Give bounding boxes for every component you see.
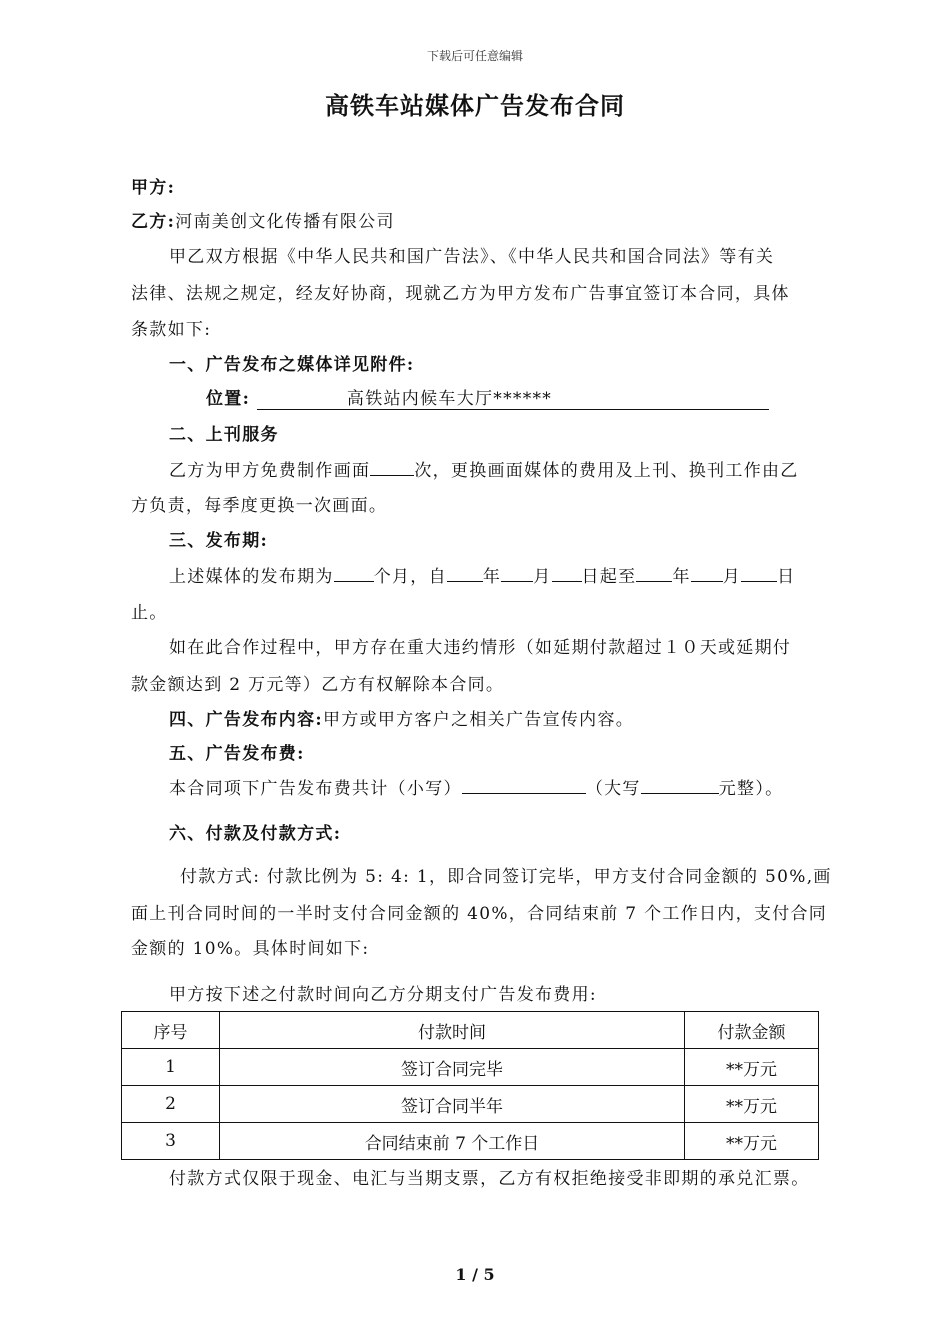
table-row bbox=[122, 1049, 819, 1086]
section2-heading: 二、上刊服务 bbox=[169, 425, 279, 445]
page-number: 1 / 5 bbox=[455, 1265, 495, 1284]
payment-method-line-2: 面上刊合同时间的一半时支付合同金额的 40%，合同结束前 7 个工作日内，支付合同 bbox=[131, 904, 828, 924]
start-year-label: 年 bbox=[482, 567, 502, 587]
end-day-blank bbox=[741, 564, 777, 582]
section2-text-a: 乙方为甲方免费制作画面 bbox=[169, 461, 371, 481]
row-index: 2 bbox=[122, 1086, 220, 1123]
period-text-a: 上述媒体的发布期为 bbox=[169, 567, 334, 587]
section5-fee-line bbox=[169, 774, 783, 799]
fee-uppercase-blank bbox=[641, 776, 719, 794]
section4-heading: 四、广告发布内容: bbox=[169, 710, 323, 730]
period-text-b: 个月，自 bbox=[373, 567, 447, 587]
row-index: 3 bbox=[122, 1123, 220, 1160]
row-payment-time: 签订合同半年 bbox=[220, 1086, 685, 1123]
location-value: 高铁站内候车大厅****** bbox=[257, 384, 769, 410]
payment-method-line-3: 金额的 10%。具体时间如下: bbox=[131, 939, 370, 959]
header-index: 序号 bbox=[122, 1012, 220, 1049]
party-b-label: 乙方: bbox=[131, 212, 176, 232]
start-year-blank bbox=[447, 564, 483, 582]
document-title: 高铁车站媒体广告发布合同 bbox=[325, 91, 625, 120]
start-month-blank bbox=[501, 564, 533, 582]
header-payment-time: 付款时间 bbox=[220, 1012, 685, 1049]
fee-text-c: 元整）。 bbox=[718, 779, 784, 799]
party-b-value: 河南美创文化传播有限公司 bbox=[175, 212, 395, 232]
section1-heading: 一、广告发布之媒体详见附件: bbox=[169, 355, 415, 375]
payment-schedule-intro: 甲方按下述之付款时间向乙方分期支付广告发布费用: bbox=[169, 985, 597, 1005]
header-note: 下载后可任意编辑 bbox=[426, 49, 523, 63]
section3-heading: 三、发布期: bbox=[169, 531, 269, 551]
location-label: 位置: bbox=[206, 389, 251, 409]
row-payment-time: 签订合同完毕 bbox=[220, 1049, 685, 1086]
section4-line bbox=[169, 705, 634, 730]
section2-line-1 bbox=[169, 456, 799, 481]
row-index: 1 bbox=[122, 1049, 220, 1086]
fee-text-a: 本合同项下广告发布费共计（小写） bbox=[169, 779, 462, 799]
table-header-row bbox=[122, 1012, 819, 1049]
drawing-count-blank bbox=[370, 458, 414, 476]
end-year-blank bbox=[636, 564, 672, 582]
section3-period-end: 止。 bbox=[131, 603, 168, 623]
start-day-blank bbox=[552, 564, 582, 582]
start-month-label: 月 bbox=[533, 567, 552, 587]
intro-line-3: 条款如下: bbox=[131, 320, 212, 340]
end-month-label: 月 bbox=[722, 567, 742, 587]
section2-text-b: 次，更换画面媒体的费用及上刊、换刊工作由乙 bbox=[414, 461, 799, 481]
end-month-blank bbox=[691, 564, 723, 582]
section3-breach-line-2: 款金额达到 2 万元等）乙方有权解除本合同。 bbox=[131, 675, 505, 695]
payment-note: 付款方式仅限于现金、电汇与当期支票，乙方有权拒绝接受非即期的承兑汇票。 bbox=[169, 1169, 810, 1189]
table-row bbox=[122, 1086, 819, 1123]
section6-heading: 六、付款及付款方式: bbox=[169, 824, 342, 844]
end-day-label: 日 bbox=[777, 567, 796, 587]
months-blank bbox=[334, 564, 374, 582]
end-year-label: 年 bbox=[672, 567, 691, 587]
section2-line-2: 方负责，每季度更换一次画面。 bbox=[131, 496, 388, 516]
row-payment-time: 合同结束前 7 个工作日 bbox=[220, 1123, 685, 1160]
section3-period-line bbox=[169, 562, 795, 587]
intro-line-1: 甲乙双方根据《中华人民共和国广告法》、《中华人民共和国合同法》等有关 bbox=[169, 247, 775, 267]
party-b-line bbox=[131, 207, 395, 232]
fee-lowercase-blank bbox=[462, 776, 586, 794]
location-line bbox=[206, 384, 769, 410]
payment-method-line-1: 付款方式: 付款比例为 5: 4: 1，即合同签订完毕，甲方支付合同金额的 50%,画 bbox=[180, 867, 832, 887]
fee-text-b: （大写 bbox=[585, 779, 641, 799]
row-payment-amount: **万元 bbox=[685, 1123, 819, 1160]
section4-text: 甲方或甲方客户之相关广告宣传内容。 bbox=[322, 710, 635, 730]
header-payment-amount: 付款金额 bbox=[685, 1012, 819, 1049]
table-row bbox=[122, 1123, 819, 1160]
row-payment-amount: **万元 bbox=[685, 1049, 819, 1086]
intro-line-2: 法律、法规之规定，经友好协商，现就乙方为甲方发布广告事宜签订本合同，具体 bbox=[131, 284, 790, 304]
row-payment-amount: **万元 bbox=[685, 1086, 819, 1123]
start-day-label: 日起至 bbox=[581, 567, 637, 587]
party-a-label: 甲方: bbox=[131, 178, 176, 198]
section5-heading: 五、广告发布费: bbox=[169, 744, 305, 764]
section3-breach-line-1: 如在此合作过程中，甲方存在重大违约情形（如延期付款超过１０天或延期付 bbox=[169, 638, 792, 658]
payment-schedule-table bbox=[121, 1011, 819, 1160]
